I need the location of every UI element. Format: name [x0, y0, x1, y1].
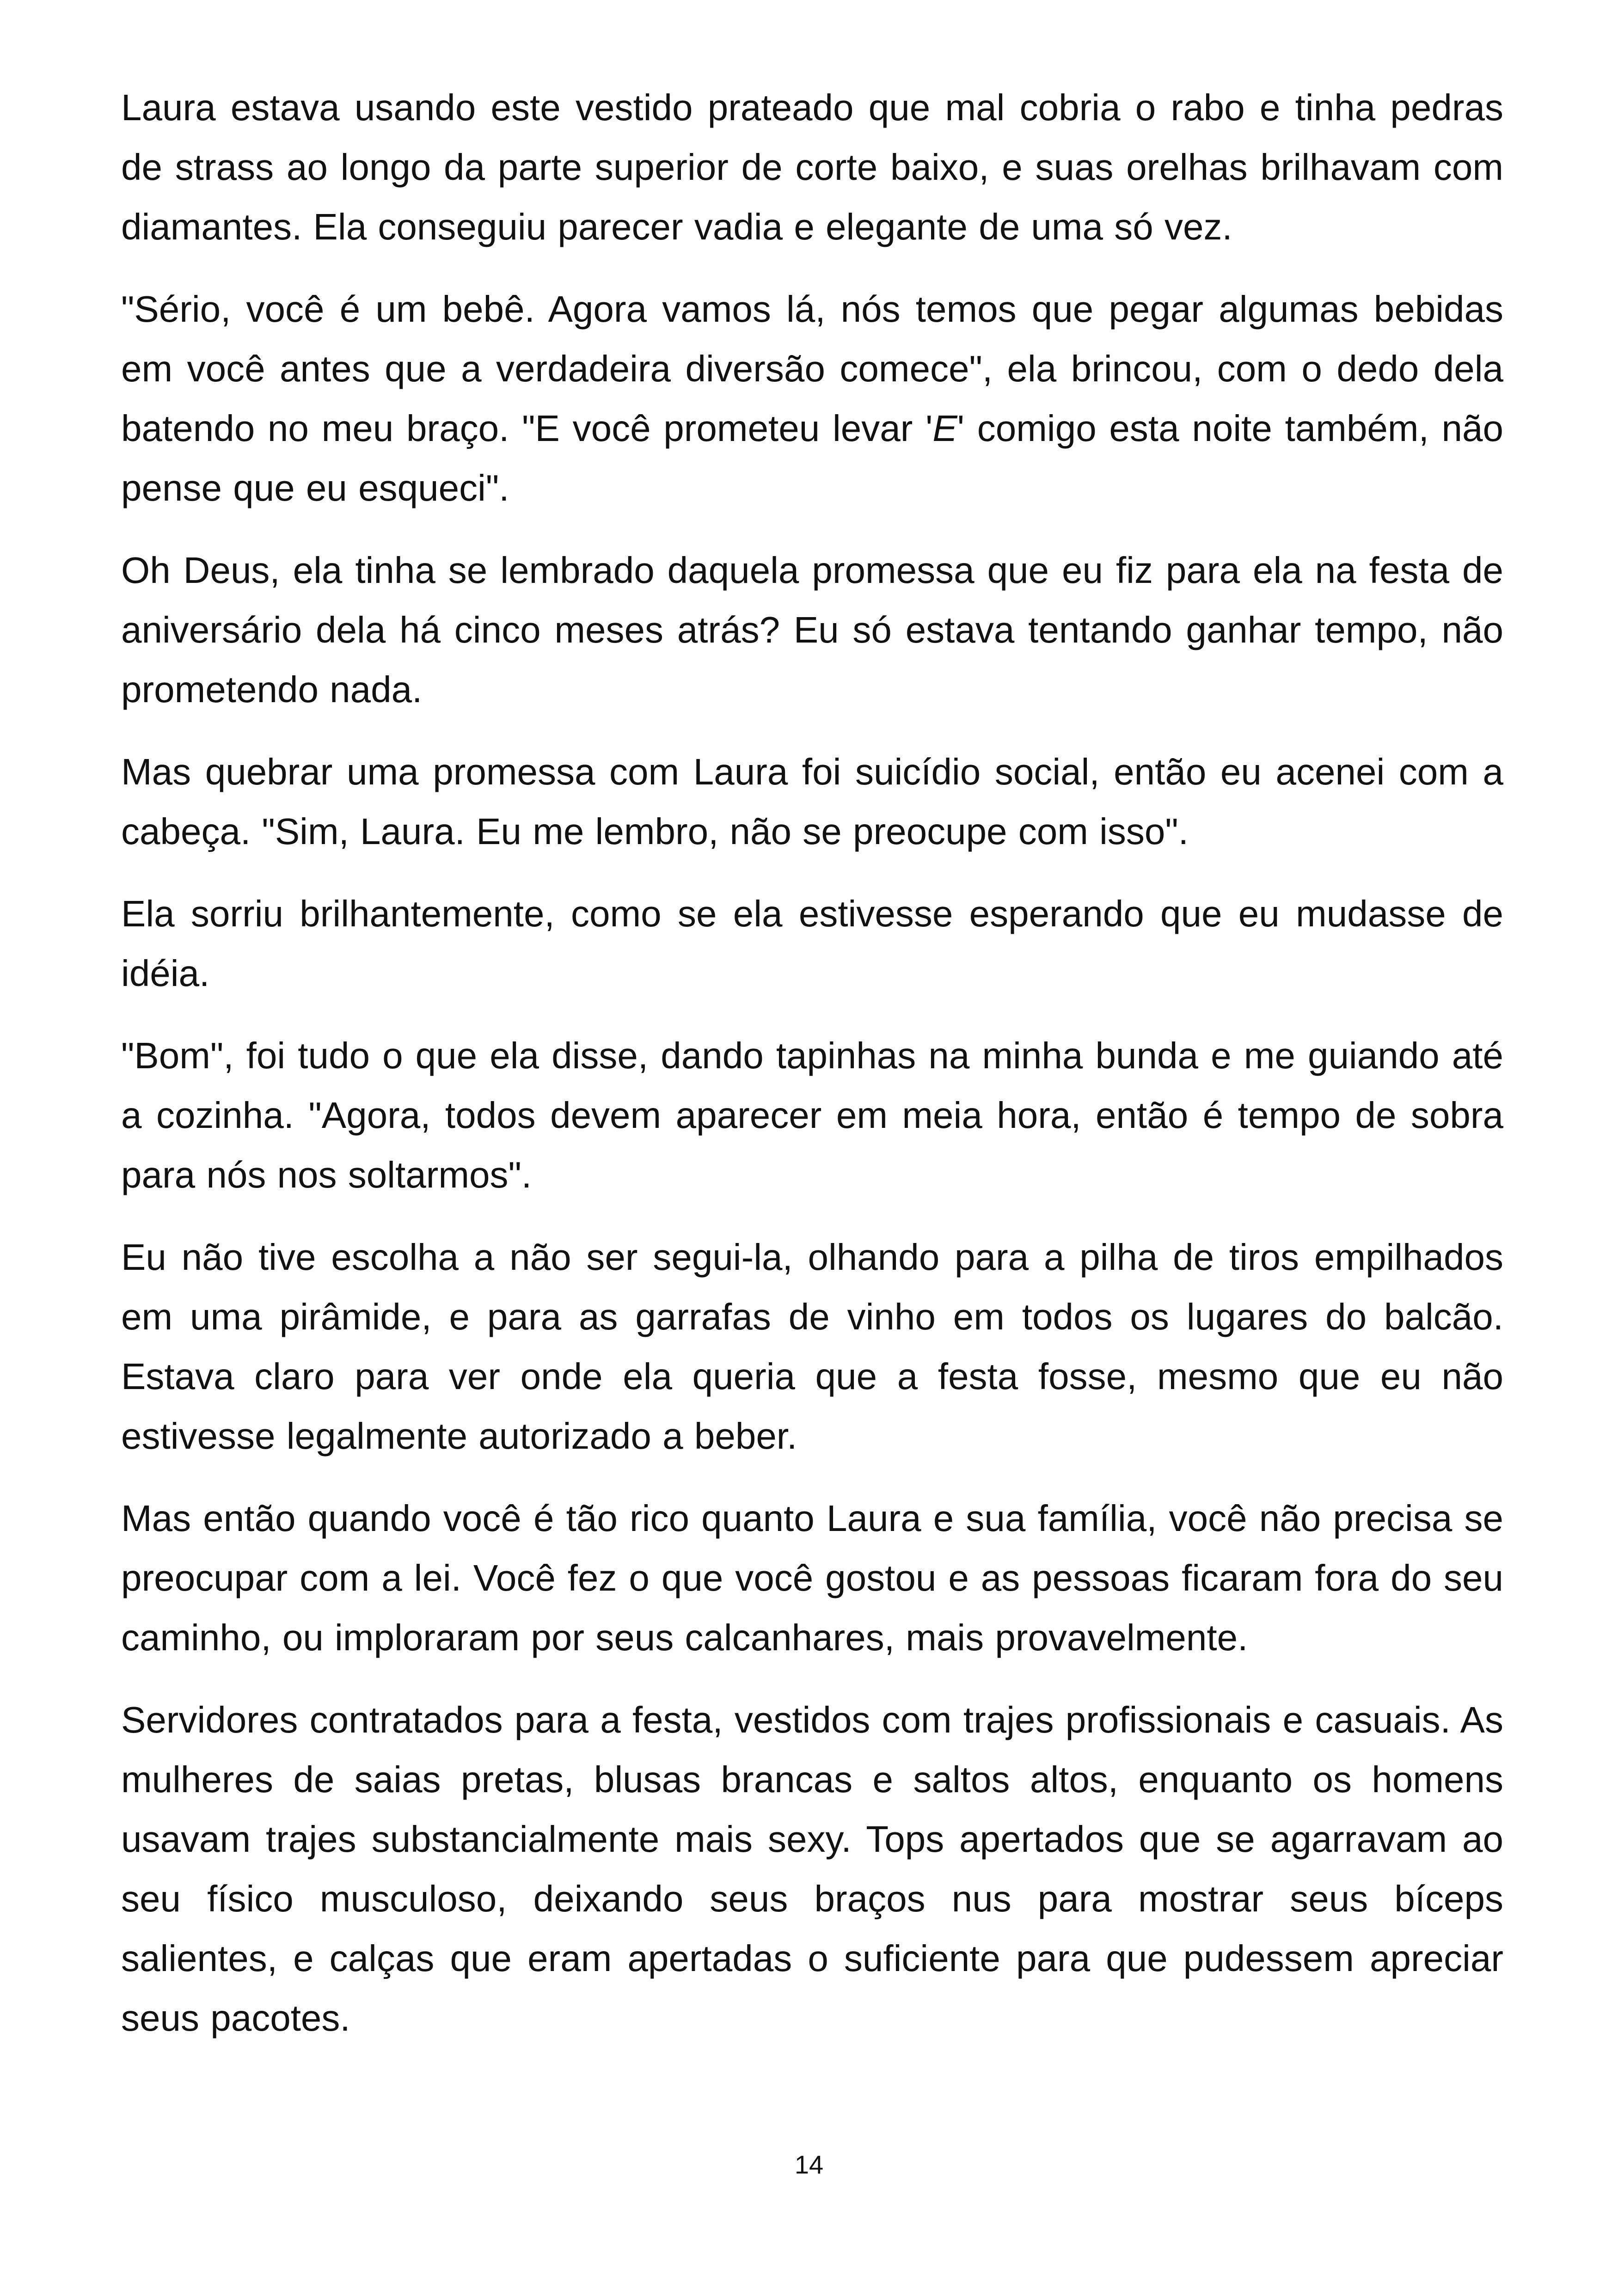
body-text	[121, 78, 1503, 2048]
paragraph-2-text-after: ' comigo esta noite também, não pense que eu esqueci".	[121, 408, 1504, 508]
paragraph-2	[121, 279, 1503, 518]
paragraph-3: Oh Deus, ela tinha se lembrado daquela promessa que eu fiz para ela na festa de aniversário dela há cinco meses atrás? Eu só estava tentando ganhar tempo, não prometendo nada.	[121, 550, 1503, 710]
paragraph-1: Laura estava usando este vestido prateado que mal cobria o rabo e tinha pedras de strass ao longo da parte superior de corte baixo, e suas orelhas brilhavam com diamantes. Ela conseguiu parecer vadia e elegante de uma só vez.	[121, 87, 1503, 247]
paragraph-2-italic-letter: E	[932, 408, 957, 449]
paragraph-6: "Bom", foi tudo o que ela disse, dando tapinhas na minha bunda e me guiando até a cozinha. "Agora, todos devem aparecer em meia hora, então é tempo de sobra para nós nos soltarmos".	[121, 1035, 1503, 1195]
paragraph-5: Ela sorriu brilhantemente, como se ela estivesse esperando que eu mudasse de idéia.	[121, 893, 1503, 994]
paragraph-4: Mas quebrar uma promessa com Laura foi suicídio social, então eu acenei com a cabeça. "Sim, Laura. Eu me lembro, não se preocupe com isso".	[121, 751, 1503, 852]
paragraph-8: Mas então quando você é tão rico quanto Laura e sua família, você não precisa se preocupar com a lei. Você fez o que você gostou e as pessoas ficaram fora do seu caminho, ou imploraram por seus calcanhares, mais provavelmente.	[121, 1498, 1503, 1658]
paragraph-7: Eu não tive escolha a não ser segui-la, olhando para a pilha de tiros empilhados em uma pirâmide, e para as garrafas de vinho em todos os lugares do balcão. Estava claro para ver onde ela queria que a festa fosse, mesmo que eu não estivesse legalmente autorizado a beber.	[121, 1237, 1503, 1457]
page-number: 14	[794, 2150, 824, 2179]
paragraph-9: Servidores contratados para a festa, vestidos com trajes profissionais e casuais. As mulheres de saias pretas, blusas brancas e saltos altos, enquanto os homens usavam trajes substancialmente mais sexy. Tops apertados que se agarravam ao seu físico musculoso, deixando seus braços nus para mostrar seus bíceps salientes, e calças que eram apertadas o suficiente para que pudessem apreciar seus pacotes.	[121, 1699, 1503, 2039]
paragraph-2-text-before: "Sério, você é um bebê. Agora vamos lá, nós temos que pegar algumas bebidas em você antes que a verdadeira diversão comece", ela brincou, com o dedo dela batendo no meu braço. "E você prometeu levar '	[121, 288, 1503, 449]
